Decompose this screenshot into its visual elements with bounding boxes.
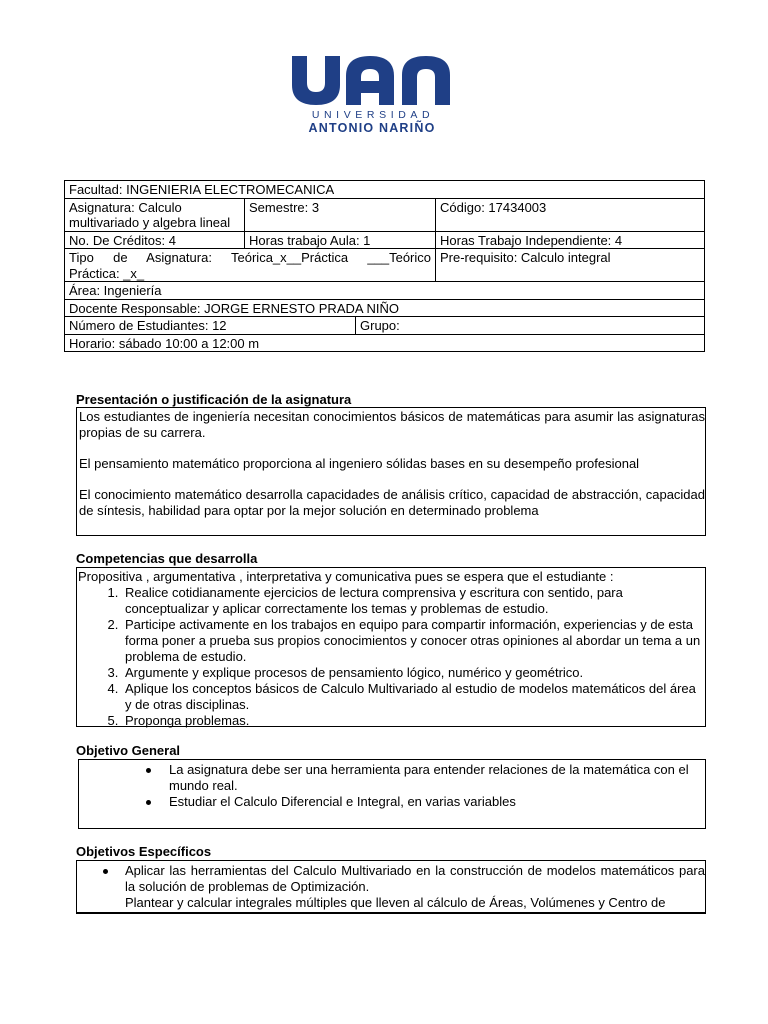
bullet-icon [146, 800, 151, 805]
tipo-asignatura-cell [65, 249, 436, 282]
competencias-list [78, 585, 701, 729]
area-cell: Área: Ingeniería [65, 282, 705, 300]
bullet-icon [146, 768, 151, 773]
objetivos-especificos-item-text: Aplicar las herramientas del Calculo Multivariado en la construcción de modelos matemáticos para la solución de problemas de Optimización. [125, 863, 705, 894]
list-item: 3. Argumente y explique procesos de pensamiento lógico, numérico y geométrico. [122, 665, 701, 681]
presentacion-paragraph-2: El pensamiento matemático proporciona al ingeniero sólidas bases en su desempeño profesional [79, 456, 640, 471]
semestre-cell: Semestre: 3 [245, 198, 436, 231]
estudiantes-cell: Número de Estudiantes: 12 [65, 317, 356, 335]
list-item [125, 895, 705, 911]
objetivos-especificos-item-text: Plantear y calcular integrales múltiples que lleven al cálculo de Áreas, Volúmenes y Centro de [125, 895, 666, 910]
horas-independiente-cell: Horas Trabajo Independiente: 4 [436, 231, 705, 249]
table-row [65, 282, 705, 300]
list-item: 5. Proponga problemas. [122, 713, 701, 729]
asignatura-cell: Asignatura: Calculo multivariado y algebra lineal [65, 198, 245, 231]
tipo-line2: Práctica: _x_ [69, 265, 145, 281]
objetivos-especificos-list [125, 863, 705, 911]
competencias-box [76, 567, 706, 727]
bullet-icon [103, 869, 108, 874]
list-item: 1. Realice cotidianamente ejercicios de lectura comprensiva y escritura con sentido, para conceptualizar y aplicar correctamente los temas y problemas de estudio. [122, 585, 701, 617]
table-row [65, 198, 705, 231]
presentacion-box [76, 407, 706, 536]
objetivo-general-item-text: Estudiar el Calculo Diferencial e Integral, en varias variables [169, 794, 516, 809]
objetivos-especificos-title: Objetivos Específicos [76, 844, 212, 859]
horario-cell: Horario: sábado 10:00 a 12:00 m [65, 334, 705, 352]
table-row [65, 299, 705, 317]
table-row [65, 317, 705, 335]
presentacion-paragraph-1: Los estudiantes de ingeniería necesitan conocimientos básicos de matemáticas para asumir las asignaturas propias de su carrera. [79, 409, 705, 440]
table-row [65, 249, 705, 282]
grupo-cell: Grupo: [356, 317, 705, 335]
facultad-cell: Facultad: INGENIERIA ELECTROMECANICA [65, 181, 705, 199]
list-item [125, 863, 705, 895]
prerequisito-cell: Pre-requisito: Calculo integral [436, 249, 705, 282]
codigo-cell: Código: 17434003 [436, 198, 705, 231]
presentacion-title: Presentación o justificación de la asignatura [76, 392, 352, 407]
presentacion-paragraph-3: El conocimiento matemático desarrolla capacidades de análisis crítico, capacidad de abstracción, capacidad de síntesis, habilidad para optar por la mejor solución en determinado problema [79, 487, 705, 518]
list-item: 2. Participe activamente en los trabajos en equipo para compartir información, experiencias y de esta forma poner a prueba sus propios conocimientos y conocer otras opiniones al abordar un tema a un problema de estudio. [122, 617, 701, 665]
objetivo-general-item-text: La asignatura debe ser una herramienta para entender relaciones de la matemática con el mundo real. [169, 762, 689, 793]
objetivo-general-title: Objetivo General [76, 743, 181, 758]
horas-aula-cell: Horas trabajo Aula: 1 [245, 231, 436, 249]
creditos-cell: No. De Créditos: 4 [65, 231, 245, 249]
list-item: 4. Aplique los conceptos básicos de Calculo Multivariado al estudio de modelos matemáticos del área y de otras disciplinas. [122, 681, 701, 713]
table-row [65, 334, 705, 352]
university-logo [290, 52, 456, 136]
uan-logo-mark [290, 52, 456, 136]
competencias-intro: Propositiva , argumentativa , interpretativa y comunicativa pues se espera que el estudiante : [78, 569, 614, 584]
docente-cell: Docente Responsable: JORGE ERNESTO PRADA NIÑO [65, 299, 705, 317]
logo-line1: UNIVERSIDAD [311, 109, 435, 121]
objetivo-general-box [78, 759, 706, 829]
logo-line2: ANTONIO NARIÑO [308, 121, 436, 135]
objetivos-especificos-box [76, 860, 706, 914]
table-row [65, 231, 705, 249]
objetivo-general-list [169, 762, 703, 810]
competencias-title: Competencias que desarrolla [76, 551, 258, 566]
list-item [169, 762, 703, 794]
course-info-table [64, 180, 705, 352]
list-item [169, 794, 703, 810]
table-row [65, 181, 705, 199]
tipo-line1: Tipo de Asignatura: Teórica_x__Práctica ___Teórico [69, 250, 431, 265]
